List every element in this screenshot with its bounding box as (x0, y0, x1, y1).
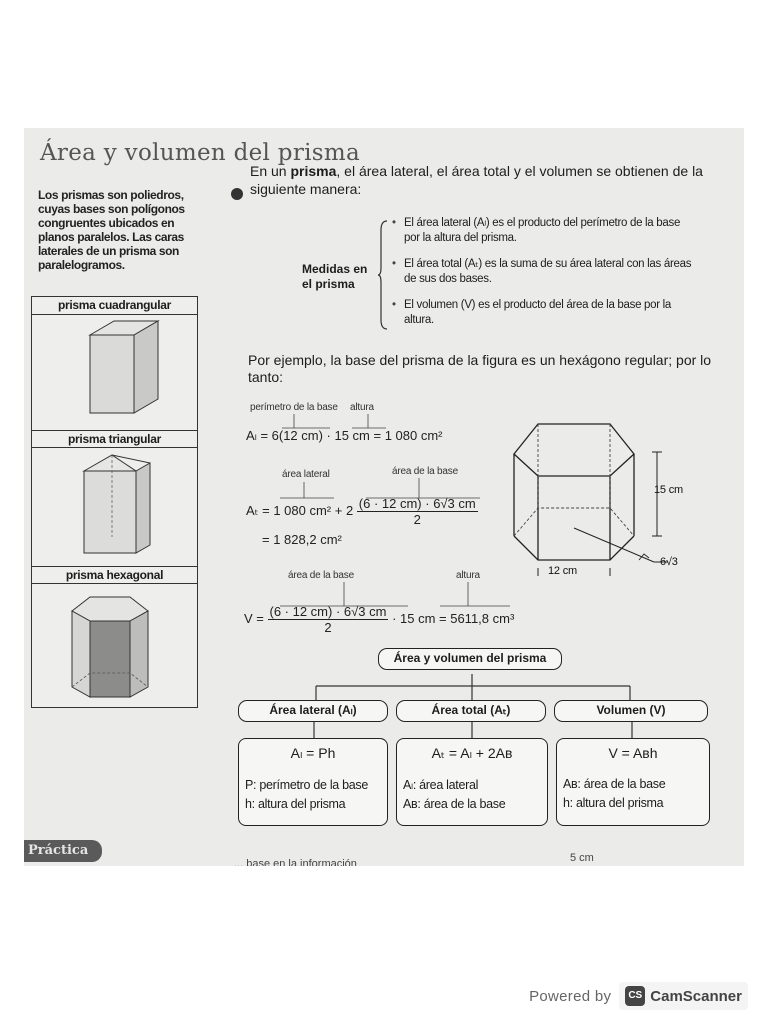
hexagonal-prism-diagram (494, 412, 724, 582)
card-line: Aₗ: área lateral (403, 778, 479, 792)
formula-volumen: V = $\frac{(6 \cdot 12 cm) \cdot 6√3 cm}{2}$ · 15 cm = 5611,8 cm³ (244, 604, 515, 635)
hexagonal-prism-figure (32, 585, 197, 707)
section-heading: En un prisma, el área lateral, el área total y el volumen se obtienen de la siguiente manera: (250, 163, 703, 197)
card-area-lateral (238, 738, 388, 826)
annot-v-altura: altura (456, 570, 480, 581)
camscanner-brand: CamScanner (650, 987, 742, 1005)
branch-title-volumen: Volumen (V) (554, 700, 708, 722)
medida-item-area-total: • El área total (Aₜ) es la suma de su área lateral con las áreas de sus dos bases. (392, 257, 692, 287)
at-fraction: $\frac{(6 \cdot 12 cm) \cdot 6√3 cm}{2}$ (358, 496, 476, 527)
brace-icon (378, 220, 388, 330)
formula-area-total: Aₜ = 1 080 cm² + 2 $\frac{(6 \cdot 12 cm) \cdot 6√3 cm}{2}$ (246, 496, 476, 527)
practica-tab: Práctica (24, 840, 102, 862)
medidas-list (392, 216, 692, 339)
card-formula: Aₜ = Aₗ + 2Aʙ (431, 745, 513, 761)
shape-label-cuadrangular: prisma cuadrangular (32, 297, 197, 315)
cut-off-text: ... base en la información (234, 858, 357, 866)
medida-item-area-lateral: • El área lateral (Aₗ) es el producto del perímetro de la base por la altura del prisma. (392, 216, 692, 246)
card-line: P: perímetro de la base (245, 778, 369, 792)
shape-label-hexagonal: prisma hexagonal (32, 566, 197, 584)
heading-bullet-icon (231, 188, 243, 200)
card-volumen (556, 738, 710, 826)
formula-area-lateral: Aₗ = 6(12 cm) · 15 cm = 1 080 cm² (246, 428, 443, 443)
apothem-label: 6√3 (660, 556, 678, 568)
annot-perimetro: perímetro de la base (250, 402, 338, 413)
branch-title-area-lateral: Área lateral (Aₗ) (238, 700, 388, 722)
medidas-label: Medidas en el prisma (302, 262, 368, 291)
concept-map-root: Área y volumen del prisma (378, 648, 562, 670)
intro-paragraph: Los prismas son poliedros, cuyas bases son polígonos congruentes ubicados en planos paralelos. Las caras laterales de un prisma son paralelogramos. (38, 188, 185, 272)
square-prism-figure (32, 317, 197, 433)
powered-by-text: Powered by (529, 987, 612, 1005)
medida-item-volumen: • El volumen (V) es el producto del área de la base por la altura. (392, 298, 692, 328)
v-fraction: $\frac{(6 \cdot 12 cm) \cdot 6√3 cm}{2}$ (269, 604, 387, 635)
annot-area-lateral: área lateral (282, 469, 330, 480)
scanned-page (24, 128, 744, 866)
card-line: h: altura del prisma (245, 797, 346, 811)
camscanner-watermark (529, 982, 748, 1010)
page-title: Área y volumen del prisma (40, 140, 360, 166)
card-line: Aʙ: área de la base (403, 797, 506, 811)
prism-types-panel (31, 296, 198, 708)
card-line: Aʙ: área de la base (563, 777, 666, 791)
annot-v-area-base: área de la base (288, 570, 354, 581)
formula-area-total-result: = 1 828,2 cm² (262, 532, 342, 547)
card-formula: V = Aʙh (608, 745, 658, 761)
card-line: h: altura del prisma (563, 796, 664, 810)
height-label: 15 cm (654, 484, 683, 496)
annot-altura: altura (350, 402, 374, 413)
base-edge-label: 12 cm (544, 565, 581, 577)
cut-off-dimension: 5 cm (570, 852, 594, 864)
branch-connectors (234, 722, 714, 738)
card-formula: Aₗ = Ph (290, 745, 336, 761)
branch-title-area-total: Área total (Aₜ) (396, 700, 546, 722)
card-area-total (396, 738, 548, 826)
camscanner-logo (619, 982, 748, 1010)
triangular-prism-figure (32, 449, 197, 567)
camscanner-icon: CS (625, 986, 645, 1006)
annot-area-base: área de la base (392, 466, 458, 477)
example-intro: Por ejemplo, la base del prisma de la figura es un hexágono regular; por lo tanto: (248, 352, 712, 385)
shape-label-triangular: prisma triangular (32, 430, 197, 448)
